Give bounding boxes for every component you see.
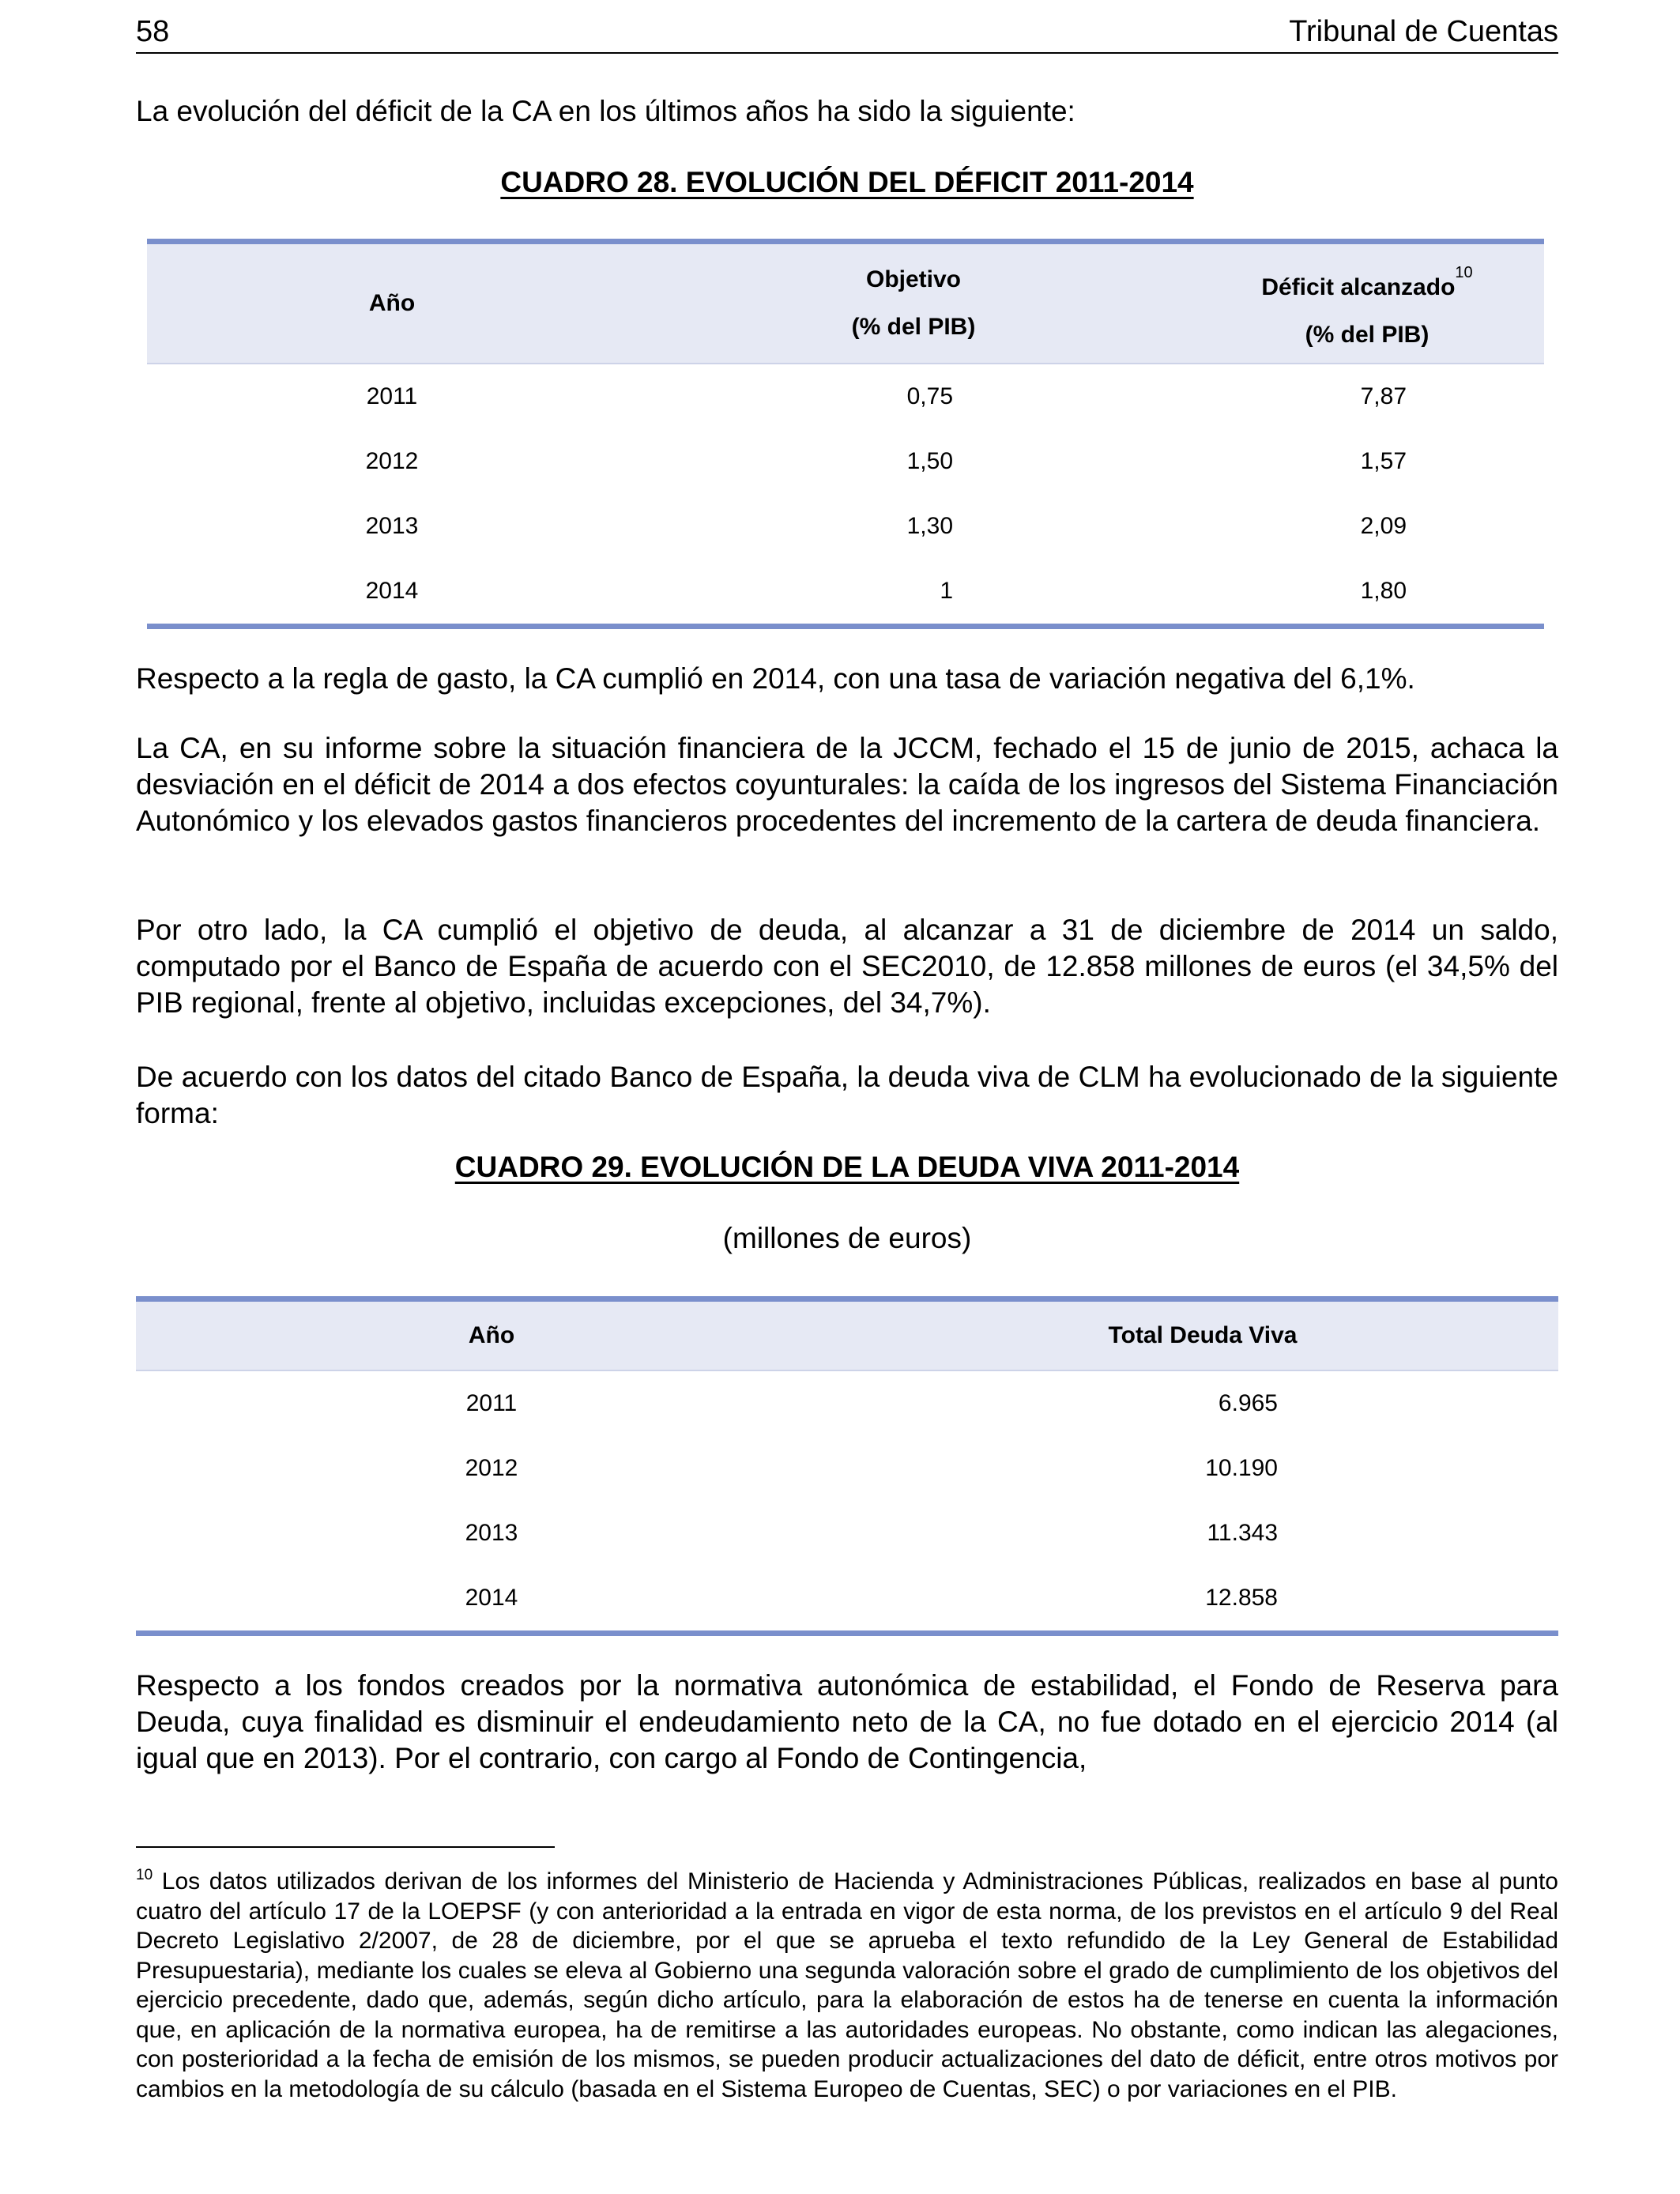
running-header (136, 11, 1558, 54)
deficit-table (147, 239, 1544, 629)
footnote-text: Los datos utilizados derivan de los informes del Ministerio de Hacienda y Administraciones Públicas, realizados en base al punto cuatro del artículo 17 de la LOEPSF (y con anterioridad a la entrada en vigor de esta norma, de los previstos en el artículo 9 del Real Decreto Legislativo 2/2007, de 28 de diciembre, por el que se aprueba el texto refundido de la Ley General de Estabilidad Presupuestaria), mediante los cuales se eleva al Gobierno una segunda valoración sobre el grado de cumplimiento de los objetivos del ejercicio precedente, dado que, además, según dicho artículo, para la elaboración de estos ha de tenerse en cuenta la información que, en aplicación de la normativa europea, ha de remitirse a las autoridades europeas. No obstante, como indican las alegaciones, con posterioridad a la fecha de emisión de los mismos, se pueden producir actualizaciones del dato de déficit, entre otros motivos por cambios en la metodología de su cálculo (basada en el Sistema Europeo de Cuentas, SEC) o por variaciones en el PIB. (136, 1868, 1558, 2102)
footnote-marker: 10 (136, 1867, 153, 1883)
table-row: 2013 1,30 2,09 (365, 513, 1407, 539)
table-row: 2013 11.343 (465, 1520, 1278, 1546)
table29-units: (millones de euros) (722, 1222, 972, 1254)
table-row: 2014 1 1,80 (147, 559, 1544, 627)
table-row: 2014 12.858 (136, 1566, 1558, 1634)
header-total-debt: Total Deuda Viva (847, 1299, 1558, 1371)
footnote (136, 1860, 1558, 2104)
table-row: 2011 0,75 7,87 (366, 383, 1407, 409)
table-row: 2012 10.190 (465, 1455, 1278, 1481)
table29-caption: CUADRO 29. EVOLUCIÓN DE LA DEUDA VIVA 2011-2014 (454, 1151, 1240, 1183)
footnote-reference: 10 (1455, 263, 1473, 281)
table-row: 2012 1,50 1,57 (365, 448, 1407, 474)
table-header-row (136, 1299, 1558, 1371)
header-target: Objetivo (% del PIB) (637, 242, 1190, 364)
debt-table (136, 1296, 1558, 1636)
paragraph-debt-evolution: De acuerdo con los datos del citado Banco de España, la deuda viva de CLM ha evolucionado de la siguiente forma: (136, 1061, 1558, 1129)
table28-caption: CUADRO 28. EVOLUCIÓN DEL DÉFICIT 2011-2014 (500, 166, 1194, 198)
header-year: Año (147, 242, 637, 364)
page-number: 58 (136, 15, 170, 48)
paragraph-debt-target: Por otro lado, la CA cumplió el objetivo de deuda, al alcanzar a 31 de diciembre de 2014 un saldo, computado por el Banco de España de acuerdo con el SEC2010, de 12.858 millones de euros (el 34,5% del PIB regional, frente al objetivo, incluidas excepciones, del 34,7%). (136, 914, 1558, 1019)
header-achieved: Déficit alcanzado$^{10}$ (% del PIB) (1190, 242, 1544, 364)
paragraph-deviation: La CA, en su informe sobre la situación financiera de la JCCM, fechado el 15 de junio de 2015, achaca la desviación en el déficit de 2014 a dos efectos coyunturales: la caída de los ingresos del Sistema Financiación Autonómico y los elevados gastos financieros procedentes del incremento de la cartera de deuda financiera. (136, 732, 1558, 837)
footnote-separator (136, 1846, 555, 1848)
table-row: 2011 6.965 (465, 1390, 1278, 1416)
paragraph-funds: Respecto a los fondos creados por la normativa autonómica de estabilidad, el Fondo de Reserva para Deuda, cuya finalidad es disminuir el endeudamiento neto de la CA, no fue dotado en el ejercicio 2014 (al igual que en 2013). Por el contrario, con cargo al Fondo de Contingencia, (136, 1669, 1558, 1774)
publisher-name: Tribunal de Cuentas (1289, 15, 1558, 48)
intro-paragraph: La evolución del déficit de la CA en los últimos años ha sido la siguiente: (136, 95, 1075, 127)
table-header-row (147, 242, 1544, 364)
header-year: Año (136, 1299, 847, 1371)
paragraph-spending-rule: Respecto a la regla de gasto, la CA cumplió en 2014, con una tasa de variación negativa del 6,1%. (136, 662, 1415, 695)
